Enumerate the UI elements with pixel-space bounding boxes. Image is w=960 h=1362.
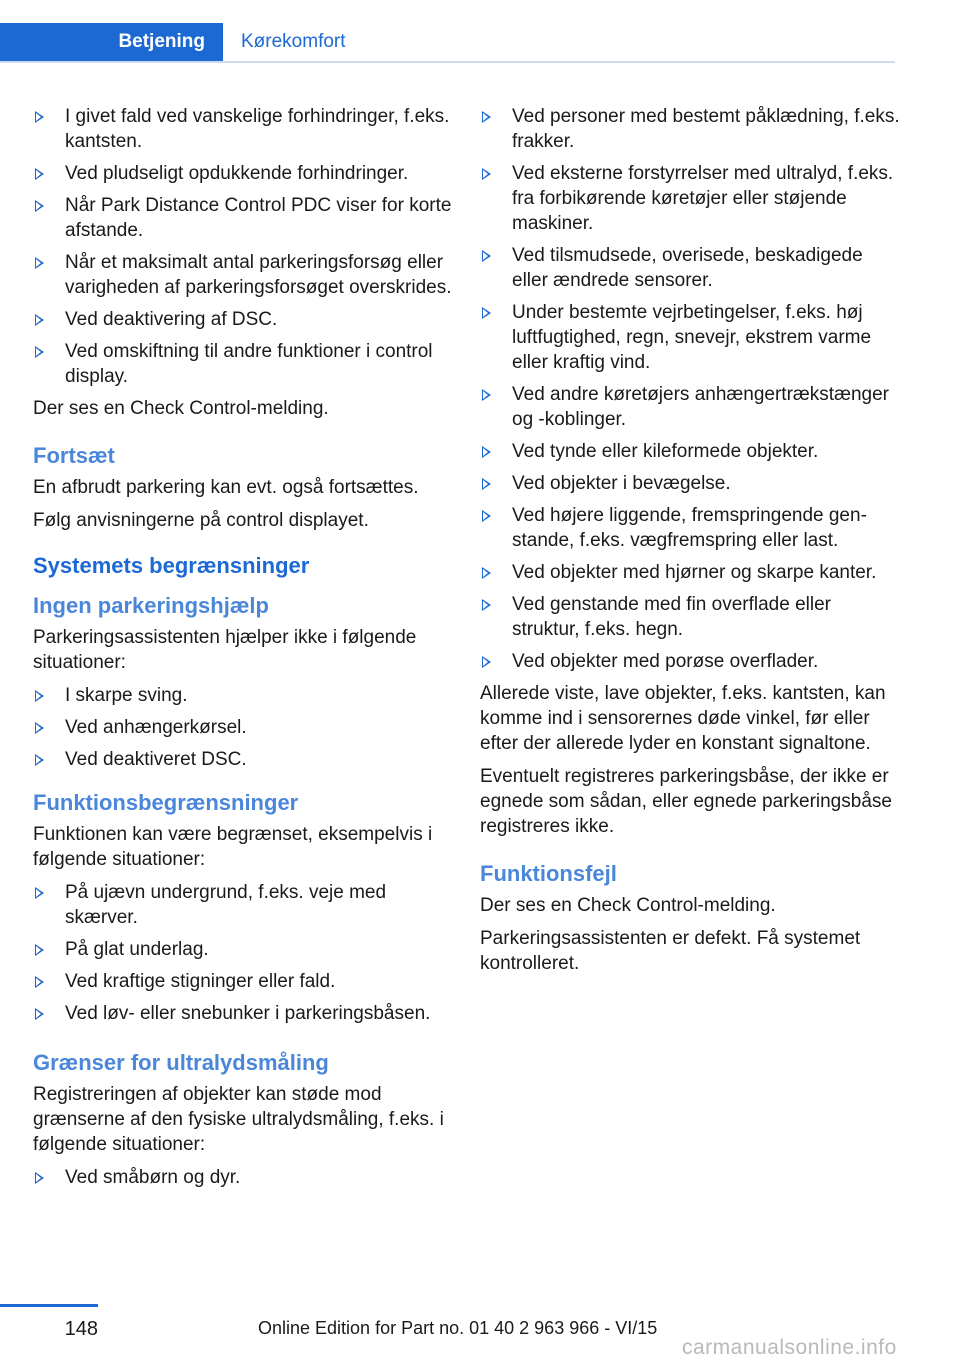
page-header: [0, 23, 895, 63]
triangle-bullet-icon: [482, 510, 491, 522]
ultrasound-limits-heading: Grænser for ultralydsmåling: [33, 1050, 329, 1075]
intro-bullet-list: [33, 104, 453, 389]
list-item: Ved løv- eller snebunker i parkeringsbåsen.: [33, 1001, 453, 1026]
triangle-bullet-icon: [35, 754, 44, 766]
malfunction-paragraph-2: Parkeringsassistenten er defekt. Få systemet kontrolleret.: [480, 928, 861, 974]
function-limits-heading: Funktionsbegrænsninger: [33, 790, 299, 815]
list-item: Under bestemte vejrbetingelser, f.eks. høj luftfugtighed, regn, snevejr, ekstrem varme eller kraftig vind.: [480, 300, 900, 375]
triangle-bullet-icon: [35, 944, 44, 956]
no-parking-help-intro: Parkeringsassistenten hjælper ikke i følgende situationer:: [33, 627, 417, 673]
list-item: Ved objekter i bevægelse.: [480, 471, 900, 496]
list-item: Ved tilsmudsede, overisede, beskadigede eller ændrede sensorer.: [480, 243, 900, 293]
left-column: [33, 104, 453, 1197]
list-item: I givet fald ved vanskelige forhindringer, f.eks. kantsten.: [33, 104, 453, 154]
list-item: I skarpe sving.: [33, 683, 453, 708]
malfunction-paragraph-1: Der ses en Check Control-melding.: [480, 895, 776, 916]
fortsaet-paragraph-2: Følg anvisningerne på control displayet.: [33, 510, 369, 531]
system-limits-heading: Systemets begrænsninger: [33, 553, 310, 578]
list-item: Ved objekter med hjørner og skarpe kanter.: [480, 560, 900, 585]
fortsaet-heading: Fortsæt: [33, 443, 115, 468]
list-item: Ved objekter med porøse overflader.: [480, 649, 900, 674]
list-item: Ved tynde eller kileformede objekter.: [480, 439, 900, 464]
ultrasound-limits-intro: Registreringen af objekter kan støde mod grænserne af den fysiske ultralydsmåling, f.eks. i følgende situationer:: [33, 1084, 444, 1155]
triangle-bullet-icon: [482, 389, 491, 401]
triangle-bullet-icon: [35, 1008, 44, 1020]
triangle-bullet-icon: [482, 656, 491, 668]
ultrasound-bullet-list-left: [33, 1165, 453, 1190]
triangle-bullet-icon: [482, 307, 491, 319]
function-limits-intro: Funktionen kan være begrænset, eksempelvis i følgende situationer:: [33, 824, 433, 870]
list-item: Ved pludseligt opdukkende forhindringer.: [33, 161, 453, 186]
list-item: Ved kraftige stigninger eller fald.: [33, 969, 453, 994]
watermark: carmanualsonline.info: [682, 1336, 897, 1359]
list-item: På ujævn undergrund, f.eks. veje med skærver.: [33, 880, 453, 930]
list-item: Ved andre køretøjers anhængertrækstænger og -koblinger.: [480, 382, 900, 432]
parking-bay-paragraph: Eventuelt registreres parkeringsbåse, der ikke er egnede som sådan, eller egnede parkeringsbåse registreres ikke.: [480, 766, 892, 837]
ultrasound-bullet-list-right: [480, 104, 900, 674]
triangle-bullet-icon: [35, 690, 44, 702]
triangle-bullet-icon: [35, 722, 44, 734]
list-item: Når Park Distance Control PDC viser for korte afstande.: [33, 193, 453, 243]
triangle-bullet-icon: [482, 567, 491, 579]
right-column: [480, 104, 900, 984]
no-parking-help-heading: Ingen parkeringshjælp: [33, 593, 269, 618]
check-control-text: Der ses en Check Control-melding.: [33, 398, 329, 419]
edition-text: Online Edition for Part no. 01 40 2 963 966 - VI/15: [258, 1318, 658, 1338]
list-item: Ved højere liggende, fremspringende genstande, f.eks. vægfremspring eller last.: [480, 503, 900, 553]
list-item: På glat underlag.: [33, 937, 453, 962]
triangle-bullet-icon: [35, 346, 44, 358]
page-number: 148: [64, 1318, 98, 1340]
list-item: Ved anhængerkørsel.: [33, 715, 453, 740]
header-divider: [0, 61, 895, 63]
section-tab-korekomfort[interactable]: Kørekomfort: [241, 31, 346, 52]
footer-divider: [0, 1304, 98, 1307]
list-item: Når et maksimalt antal parkeringsforsøg eller varigheden af parkeringsforsøget overskrides.: [33, 250, 453, 300]
list-item: Ved personer med bestemt påklædning, f.eks. frakker.: [480, 104, 900, 154]
list-item: Ved genstande med fin overflade eller struktur, f.eks. hegn.: [480, 592, 900, 642]
triangle-bullet-icon: [482, 250, 491, 262]
triangle-bullet-icon: [35, 200, 44, 212]
triangle-bullet-icon: [482, 111, 491, 123]
malfunction-heading: Funktionsfejl: [480, 861, 617, 886]
list-item: Ved deaktiveret DSC.: [33, 747, 453, 772]
triangle-bullet-icon: [35, 887, 44, 899]
function-limits-bullet-list: [33, 880, 453, 1026]
triangle-bullet-icon: [35, 976, 44, 988]
list-item: Ved deaktivering af DSC.: [33, 307, 453, 332]
triangle-bullet-icon: [482, 599, 491, 611]
triangle-bullet-icon: [482, 478, 491, 490]
no-help-bullet-list: [33, 683, 453, 772]
triangle-bullet-icon: [35, 257, 44, 269]
triangle-bullet-icon: [35, 111, 44, 123]
triangle-bullet-icon: [35, 314, 44, 326]
triangle-bullet-icon: [35, 168, 44, 180]
fortsaet-paragraph-1: En afbrudt parkering kan evt. også fortsættes.: [33, 477, 419, 498]
list-item: Ved eksterne forstyrrelser med ultralyd, f.eks. fra forbikørende køretøjer eller støjende maskiner.: [480, 161, 900, 236]
kantsten-paragraph: Allerede viste, lave objekter, f.eks. kantsten, kan komme ind i sensorernes døde vinkel, før eller efter der allerede lyder en konstant signaltone.: [480, 683, 886, 754]
list-item: Ved småbørn og dyr.: [33, 1165, 453, 1190]
section-tab-betjening[interactable]: Betjening: [0, 23, 223, 61]
triangle-bullet-icon: [482, 446, 491, 458]
triangle-bullet-icon: [482, 168, 491, 180]
list-item: Ved omskiftning til andre funktioner i control display.: [33, 339, 453, 389]
triangle-bullet-icon: [35, 1172, 44, 1184]
